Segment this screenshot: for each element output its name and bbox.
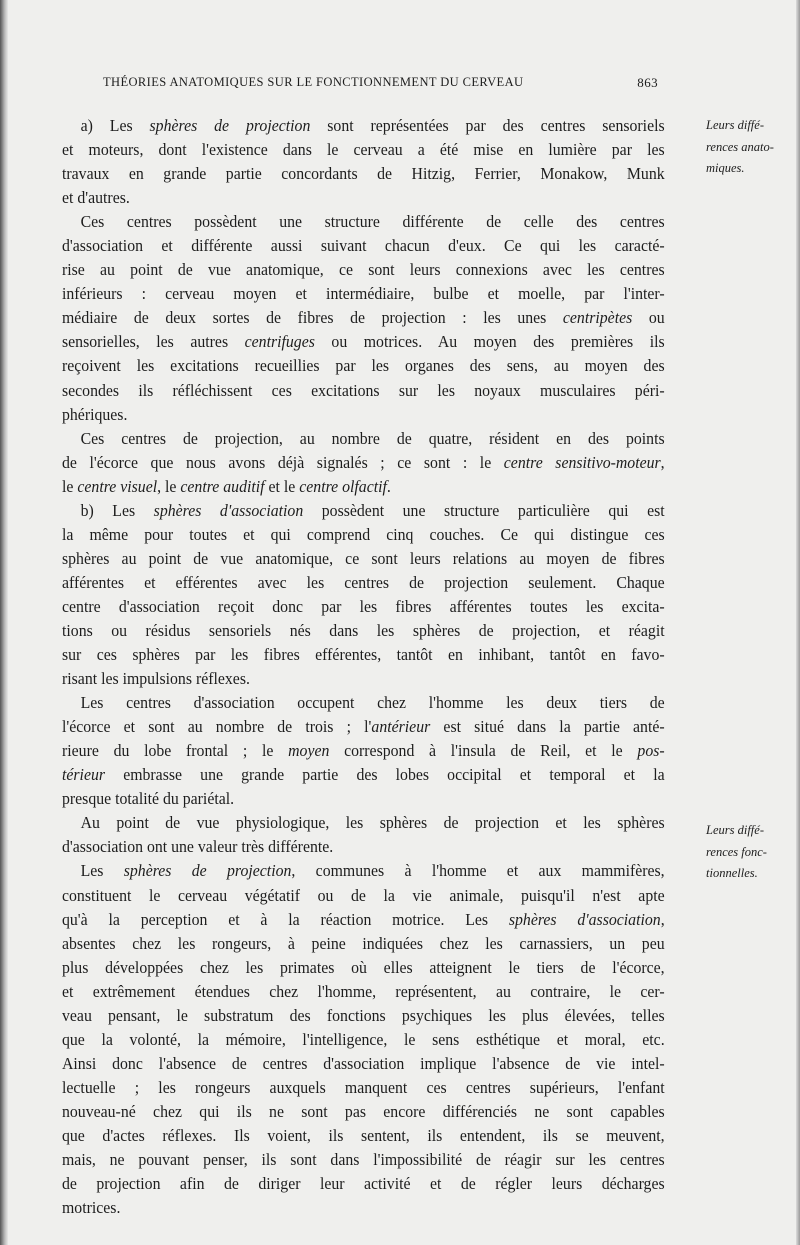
text-segment: inférieurs : cerveau moyen et intermédiaire, bulbe et moelle, par l'inter- [62,284,665,304]
text-line [62,1196,665,1220]
text-segment: . [386,476,391,496]
text-line [62,210,665,234]
text-segment: que d'actes réflexes. Ils voient, ils sentent, ils entendent, ils se meuvent, [62,1125,665,1145]
text-segment: nouveau-né chez qui ils ne sont pas encore différenciés ne sont capables [62,1101,665,1121]
text-segment: et d'autres. [62,188,130,208]
text-line [62,475,665,499]
text-line [62,980,665,1004]
text-line [62,667,665,691]
text-line [62,234,665,258]
text-segment: correspond à l'insula de Reil, et le [329,741,638,761]
text-line [62,186,665,210]
text-segment: secondes ils réfléchissent ces excitations sur les noyaux musculaires péri- [62,380,665,400]
text-segment: b) Les [80,500,154,520]
text-line [62,811,665,835]
text-segment: Ces centres de projection, au nombre de quatre, résident en des points [80,428,665,448]
text-line [62,1052,665,1076]
text-line [62,1100,665,1124]
text-segment: est situé dans la partie anté- [430,717,665,737]
text-segment: risant les impulsions réflexes. [62,669,250,689]
text-line [62,908,665,932]
text-segment: sphères au point de vue anatomique, ce sont leurs relations au moyen de fibres [62,548,665,568]
text-line [62,379,665,403]
text-segment: d'association ont une valeur très différente. [62,837,334,857]
text-line [62,451,665,475]
paragraph [62,499,665,691]
text-segment: phériques. [62,404,128,424]
text-segment: Les [80,861,124,881]
paragraph [62,210,665,426]
italic-term: centrifuges [244,332,315,352]
text-line [62,282,665,306]
text-segment: rise au point de vue anatomique, ce sont leurs connexions avec les centres [62,260,665,280]
page-number: 863 [637,75,658,90]
margin-note-line: rences anato- [706,139,774,154]
italic-term: sphères de projection [123,861,292,881]
text-line [62,763,665,787]
text-line [62,1004,665,1028]
text-segment: et le [264,476,300,496]
text-line [62,691,665,715]
text-segment: sensorielles, les autres [62,332,245,352]
text-segment: la même pour toutes et qui comprend cinq couches. Ce qui distingue ces [62,524,665,544]
text-segment: ou [632,308,665,328]
text-segment: , communes à l'homme et aux mammifères, [291,861,665,881]
italic-term: centre auditif [180,476,265,496]
italic-term: térieur [62,765,106,785]
text-line [62,859,665,883]
text-segment: et extrêmement étendues chez l'homme, représentent, au contraire, le cer- [62,981,665,1001]
text-segment: a) Les [80,116,150,135]
text-line [62,1124,665,1148]
paragraph [62,427,665,499]
text-segment: , [660,909,665,929]
text-segment: mais, ne pouvant penser, ils sont dans l'impossibilité de réagir sur les centres [62,1150,665,1170]
italic-term: moyen [288,741,330,761]
text-segment: afférentes et efférentes avec les centres de projection seulement. Chaque [62,572,665,592]
text-line [62,571,665,595]
text-segment: absentes chez les rongeurs, à peine indiquées chez les carnassiers, un peu [62,933,665,953]
italic-term: centre olfactif [299,476,387,496]
text-line [62,354,665,378]
text-segment: veau pensant, le substratum des fonctions psychiques les plus élevées, telles [62,1005,665,1025]
text-line [62,114,665,138]
text-segment: presque totalité du pariétal. [62,789,235,809]
text-line [62,330,665,354]
margin-note-line: miques. [706,161,745,175]
text-line [62,427,665,451]
text-segment: motrices. [62,1198,121,1218]
italic-term: centripètes [562,308,633,328]
text-line [62,1076,665,1100]
text-segment: ou motrices. Au moyen des premières ils [314,332,665,352]
margin-note-line: Leurs diffé- [706,823,764,837]
text-segment: Au point de vue physiologique, les sphères de projection et les sphères [80,813,665,833]
italic-term: sphères d'association [508,909,661,929]
text-segment: reçoivent les excitations recueillies par les organes des sens, au moyen des [62,356,665,376]
text-line [62,595,665,619]
text-segment: embrasse une grande partie des lobes occipital et temporal et la [105,765,665,785]
text-segment: l'écorce et sont au nombre de trois ; l' [62,717,372,737]
text-line [62,403,665,427]
text-segment: sont représentées par des centres sensoriels [310,116,665,135]
text-segment: plus développées chez les primates où elles atteignent le tiers de l'écorce, [62,957,665,977]
text-line [62,932,665,956]
text-segment: médiaire de deux sortes de fibres de projection : les unes [62,308,563,328]
text-line [62,162,665,186]
text-segment: Ces centres possèdent une structure différente de celle des centres [80,212,665,232]
text-line [62,1028,665,1052]
paragraph [62,691,665,811]
paragraph [62,859,665,1220]
text-segment: d'association et différente aussi suivant chacun d'eux. Ce qui les caracté- [62,236,665,256]
text-line [62,884,665,908]
text-segment: de projection afin de diriger leur activité et de régler leurs décharges [62,1174,665,1194]
text-line [62,715,665,739]
text-line [62,547,665,571]
paragraph [62,114,665,210]
text-segment: de l'écorce que nous avons déjà signalés ; ce sont : le [62,452,504,472]
body-text [62,114,665,1220]
text-segment: le [62,476,78,496]
text-line [62,835,665,859]
text-segment: tions ou résidus sensoriels nés dans les sphères de projection, et réagit [62,620,665,640]
text-line [62,1148,665,1172]
text-line [62,306,665,330]
text-line [62,739,665,763]
text-line [62,787,665,811]
text-line [62,499,665,523]
text-segment: , le [157,476,181,496]
page-binding-edge [0,0,8,1245]
text-segment: qu'à la perception et à la réaction motrice. Les [62,909,509,929]
text-line [62,1172,665,1196]
margin-note-line: tionnelles. [706,866,758,880]
margin-note-functional [706,820,791,885]
italic-term: centre visuel [77,476,158,496]
text-segment: Ainsi donc l'absence de centres d'association implique l'absence de vie intel- [62,1053,665,1073]
text-segment: constituent le cerveau végétatif ou de la vie animale, puisqu'il n'est apte [62,885,665,905]
text-segment: et moteurs, dont l'existence dans le cerveau a été mise en lumière par les [62,140,665,160]
italic-term: antérieur [371,717,431,737]
text-segment: sur ces sphères par les fibres efférentes, tantôt en inhibant, tantôt en favo- [62,645,665,665]
margin-note-line: Leurs diffé- [706,118,764,132]
text-segment: centre d'association reçoit donc par les fibres afférentes toutes les excita- [62,596,665,616]
page-right-edge [796,0,800,1245]
text-segment: lectuelle ; les rongeurs auxquels manquent ces centres supérieurs, l'enfant [62,1077,665,1097]
italic-term: centre sensitivo-moteur [503,452,661,472]
text-segment: rieure du lobe frontal ; le [62,741,289,761]
text-segment: que la volonté, la mémoire, l'intelligence, le sens esthétique et moral, etc. [62,1029,665,1049]
text-line [62,523,665,547]
text-segment: possèdent une structure particulière qui est [303,500,665,520]
text-segment: travaux en grande partie concordants de Hitzig, Ferrier, Monakow, Munk [62,164,665,184]
margin-note-anatomical [706,115,791,180]
margin-note-line: rences fonc- [706,844,767,859]
text-line [62,619,665,643]
text-line [62,258,665,282]
text-segment: Les centres d'association occupent chez l'homme les deux tiers de [80,693,665,713]
text-line [62,643,665,667]
italic-term: pos- [637,741,665,761]
running-title: THÉORIES ANATOMIQUES SUR LE FONCTIONNEMENT DU CERVEAU [103,75,524,89]
paragraph [62,811,665,859]
text-segment: , [660,452,665,472]
italic-term: sphères de projection [149,116,311,135]
text-line [62,138,665,162]
text-line [62,956,665,980]
italic-term: sphères d'association [153,500,304,520]
running-header [103,75,658,91]
